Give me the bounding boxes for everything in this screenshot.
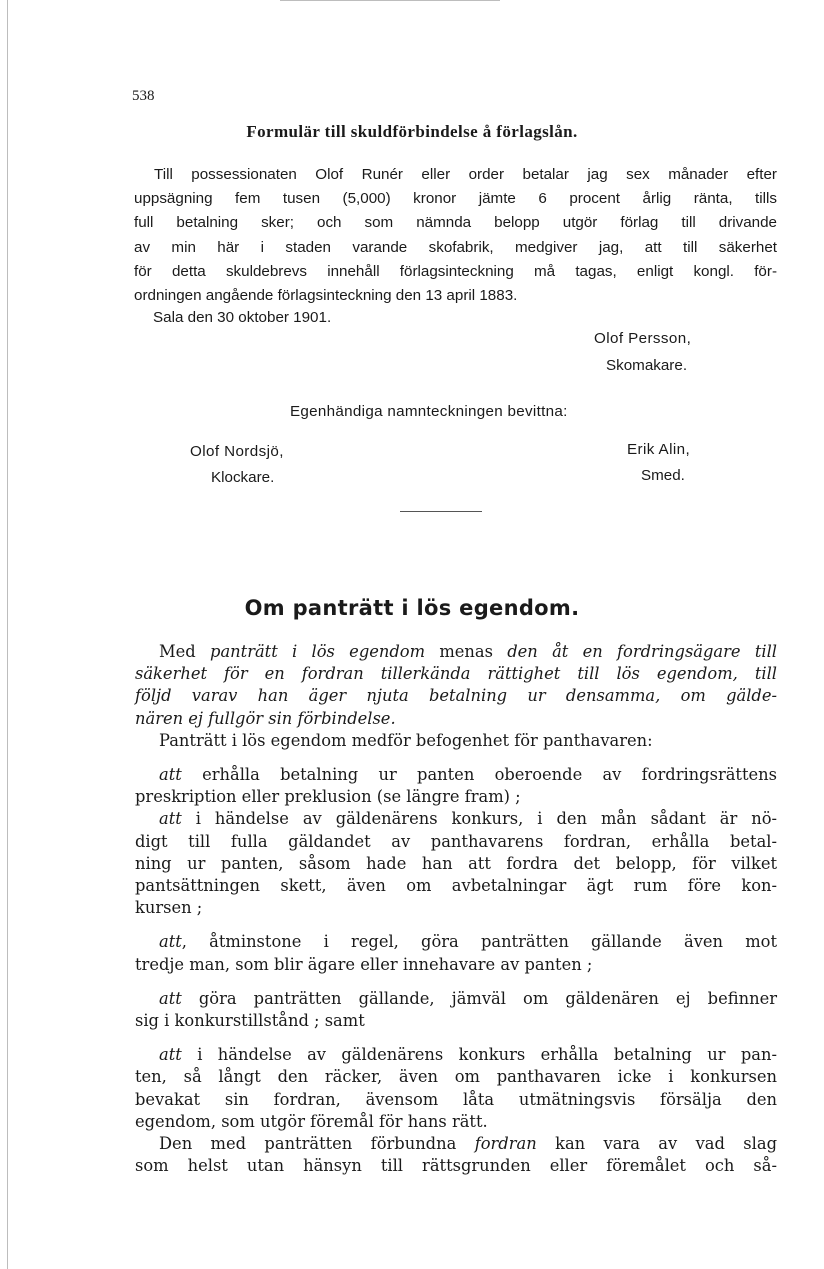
section-divider: [400, 511, 482, 512]
text: kan vara av vad slag: [555, 1134, 777, 1154]
form-line: full betalning sker; och som nämnda belopp utgör förlag till drivande: [134, 214, 777, 232]
term-fordran: fordran: [474, 1134, 537, 1154]
form-text: [134, 163, 777, 308]
signer-role: Skomakare.: [606, 357, 688, 374]
form-heading: Formulär till skuldförbindelse å förlagslån.: [246, 122, 578, 141]
top-rule: [280, 0, 500, 1]
closing-line: [135, 1133, 777, 1155]
item-line: tredje man, som blir ägare eller innehavare av panten ;: [135, 954, 593, 974]
definition-line: [135, 641, 777, 663]
definition-line: nären ej fullgör sin förbindelse.: [135, 708, 396, 728]
text: göra panträtten gällande, jämväl om gäldenären ej befinner: [198, 988, 777, 1008]
item-line: [135, 808, 777, 830]
text: erhålla betalning ur panten oberoende av fordringsrättens: [202, 765, 777, 785]
form-line: för detta skuldebrevs innehåll förlagsinteckning må tagas, enligt kongl. för-: [134, 262, 777, 280]
text: i händelse av gäldenärens konkurs erhålla betalning ur pan-: [197, 1045, 777, 1065]
att-word: att: [159, 988, 182, 1008]
definition-line: följd varav han äger njuta betalning ur densamma, om gälde-: [135, 686, 777, 706]
item-line: [135, 931, 777, 953]
item-line: pantsättningen skett, även om avbetalningar ägt rum före kon-: [135, 876, 777, 896]
item-line: [135, 988, 777, 1010]
closing-line: som helst utan hänsyn till rättsgrunden eller föremålet och så-: [135, 1156, 777, 1176]
place-date: Sala den 30 oktober 1901.: [153, 309, 332, 326]
item-line: egendom, som utgör föremål för hans rätt.: [135, 1111, 488, 1131]
item-line: bevakat sin fordran, ävensom låta utmätningsvis försälja den: [135, 1089, 777, 1109]
att-word: att: [159, 932, 182, 952]
witness-2-name: Erik Alin,: [627, 441, 691, 458]
att-word: att: [159, 1045, 182, 1065]
form-line: Till possessionaten Olof Runér eller order betalar jag sex månader efter: [154, 166, 777, 183]
item-line: kursen ;: [135, 898, 203, 918]
item-line: sig i konkurstillstånd ; samt: [135, 1011, 365, 1031]
term-panträtt: panträtt i lös egendom: [210, 642, 426, 661]
text: menas: [439, 642, 493, 661]
section-heading: Om panträtt i lös egendom.: [244, 596, 580, 620]
item-line: [135, 764, 777, 786]
signer-name: Olof Persson,: [594, 330, 692, 347]
main-text: [135, 641, 777, 1177]
form-line: av min här i staden varande skofabrik, medgiver jag, att till säkerhet: [134, 238, 777, 256]
witness-1-name: Olof Nordsjö,: [190, 443, 284, 460]
definition-line: säkerhet för en fordran tillerkända rättighet till lös egendom, till: [135, 664, 777, 684]
definition-text: den åt en fordringsägare till: [507, 642, 778, 661]
att-word: att: [159, 809, 182, 829]
form-line: ordningen angående förlagsinteckning den 13 april 1883.: [134, 287, 518, 305]
form-line: uppsägning fem tusen (5,000) kronor jämte 6 procent årlig ränta, tills: [134, 190, 777, 208]
item-line: ning ur panten, såsom hade han att fordra det belopp, för vilket: [135, 853, 777, 873]
text: i händelse av gäldenärens konkurs, i den mån sådant är nö-: [195, 809, 777, 829]
text: , åtminstone i regel, göra panträtten gällande även mot: [181, 932, 777, 952]
text: Den med panträtten förbundna: [159, 1134, 457, 1154]
scan-edge-line: [7, 0, 8, 1269]
witness-1-role: Klockare.: [211, 469, 275, 486]
intro-line: Panträtt i lös egendom medför befogenhet för panthavaren:: [159, 730, 653, 750]
item-line: digt till fulla gäldandet av panthavarens fordran, erhålla betal-: [135, 831, 777, 851]
item-line: ten, så långt den räcker, även om panthavaren icke i konkursen: [135, 1067, 777, 1087]
item-line: [135, 1044, 777, 1066]
text: Med: [159, 642, 196, 661]
item-line: preskription eller preklusion (se längre fram) ;: [135, 787, 521, 807]
witness-heading: Egenhändiga namnteckningen bevittna:: [290, 403, 568, 420]
page-number: 538: [132, 88, 155, 104]
witness-2-role: Smed.: [641, 467, 685, 484]
att-word: att: [159, 765, 182, 785]
